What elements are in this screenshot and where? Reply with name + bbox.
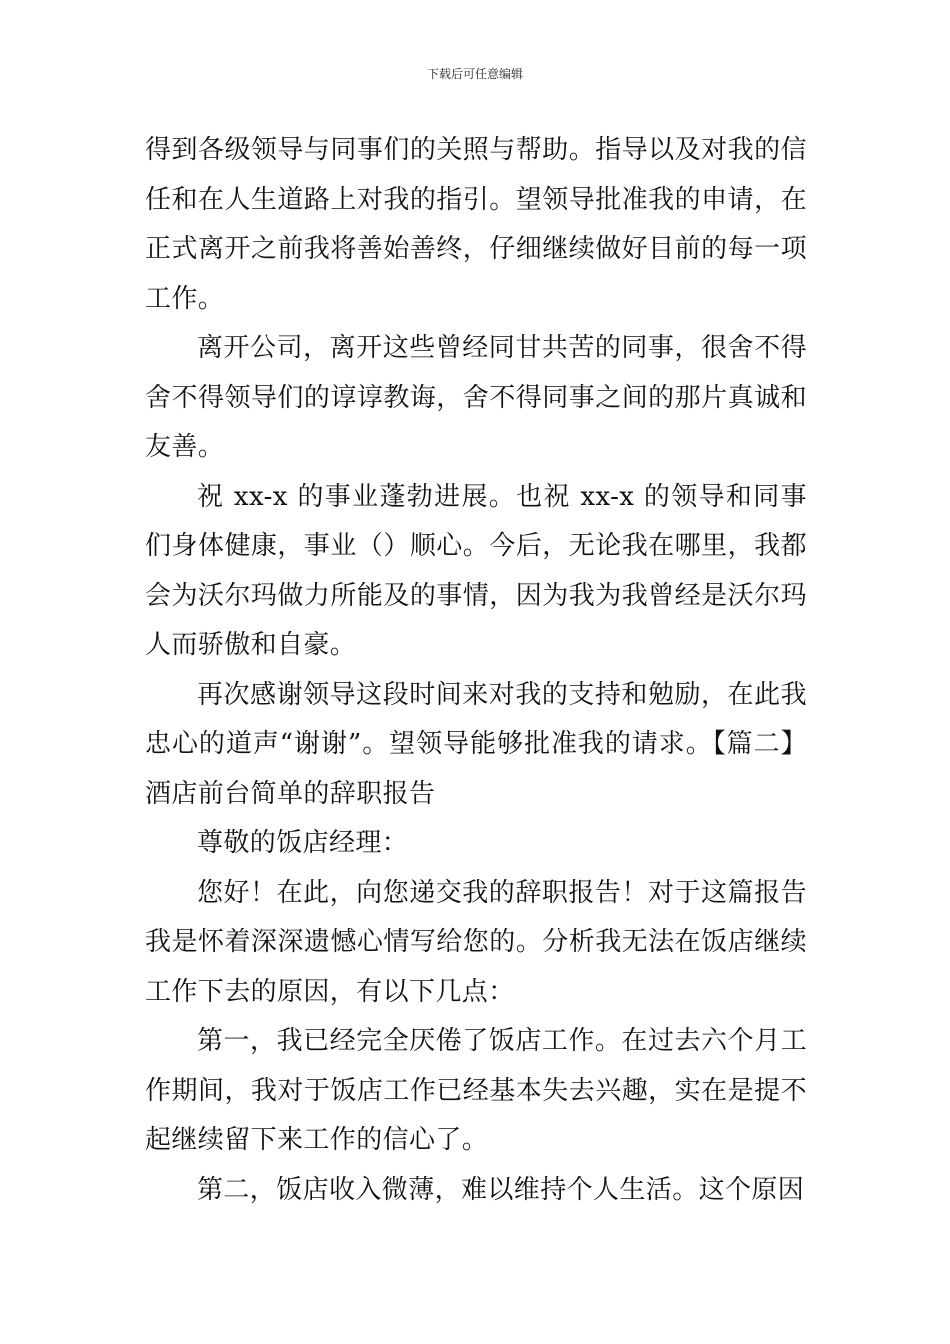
paragraph-greeting: 您好！在此，向您递交我的辞职报告！对于这篇报告我是怀着深深遗憾心情写给您的。分析我无法在饭店继续工作下去的原因，有以下几点： (145, 877, 807, 1007)
paragraph-reason-two: 第二，饭店收入微薄，难以维持个人生活。这个原因 (197, 1174, 805, 1205)
paragraph-leaving-company: 离开公司，离开这些曾经同甘共苦的同事，很舍不得舍不得领导们的谆谆教诲，舍不得同事之间的那片真诚和友善。 (145, 333, 807, 462)
document-body (145, 126, 807, 1215)
paragraph-continuation: 得到各级领导与同事们的关照与帮助。指导以及对我的信任和在人生道路上对我的指引。望领导批准我的申请，在正式离开之前我将善始善终，仔细继续做好目前的每一项工作。 (145, 135, 807, 314)
paragraph-salutation: 尊敬的饭店经理： (197, 828, 409, 858)
paragraph-reason-one: 第一，我已经完全厌倦了饭店工作。在过去六个月工作期间，我对于饭店工作已经基本失去兴趣，实在是提不起继续留下来工作的信心了。 (145, 1026, 807, 1155)
paragraph-thanks: 再次感谢领导这段时间来对我的支持和勉励，在此我忠心的道声“谢谢”。望领导能够批准我的请求。【篇二】酒店前台简单的辞职报告 (145, 679, 807, 809)
page-header: 下载后可任意编辑 (426, 67, 523, 81)
paragraph-wishes: 祝 xx-x 的事业蓬勃进展。也祝 xx-x 的领导和同事们身体健康，事业（）顺心。今后，无论我在哪里，我都会为沃尔玛做力所能及的事情，因为我为我曾经是沃尔玛人而骄傲和自豪。 (145, 481, 807, 660)
